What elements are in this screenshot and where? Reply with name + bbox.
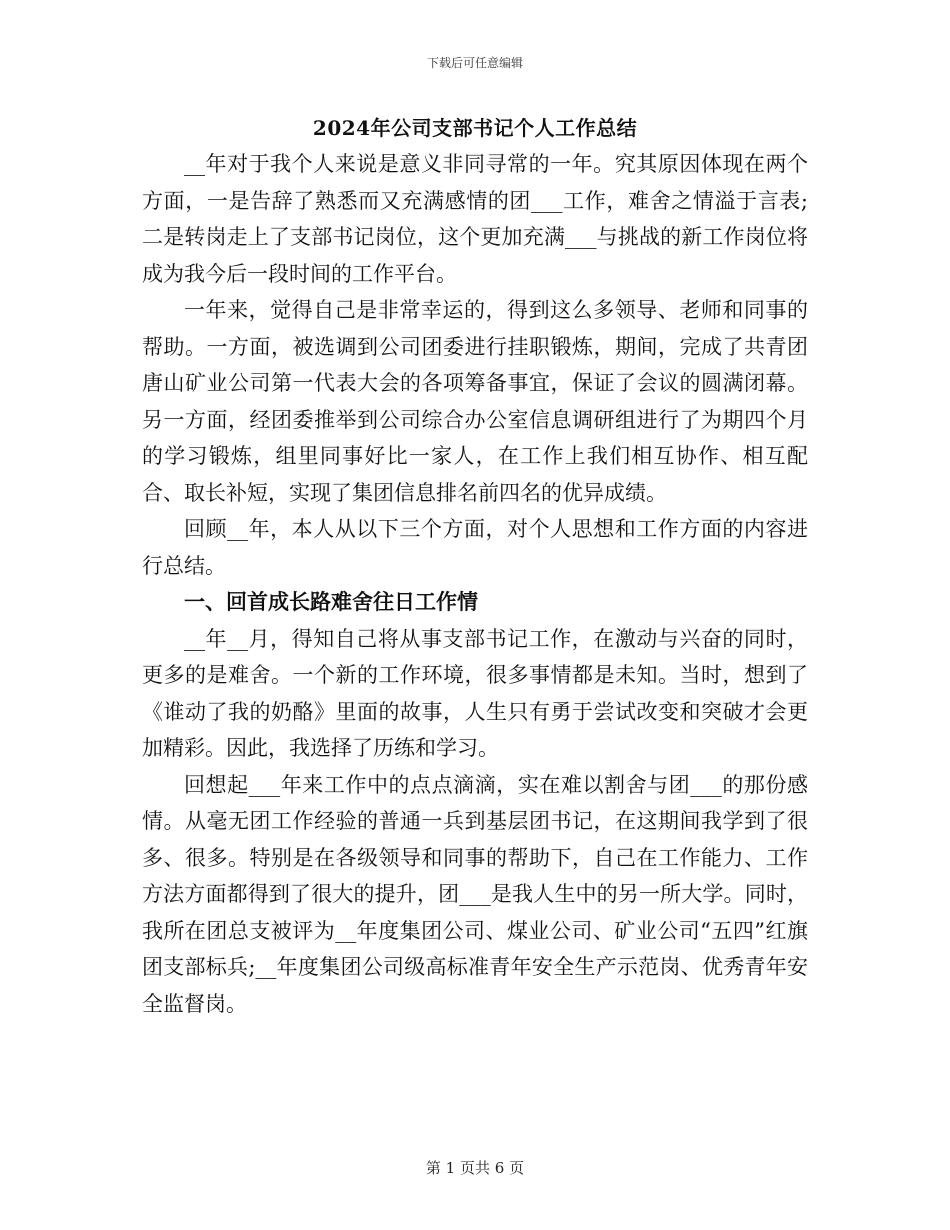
paragraph-section1-b: 回想起___年来工作中的点点滴滴，实在难以割舍与团___的那份感情。从毫无团工作经验的普通一兵到基层团书记，在这期间我学到了很多、很多。特别是在各级领导和同事的帮助下，自己在工作能力、工作方法方面都得到了很大的提升，团___是我人生中的另一所大学。同时，我所在团总支被评为__年度集团公司、煤业公司、矿业公司“五四”红旗团支部标兵;__年度集团公司级高标准青年安全生产示范岗、优秀青年安全监督岗。 bbox=[142, 772, 808, 1016]
paragraph-intro: __年对于我个人来说是意义非同寻常的一年。究其原因体现在两个方面，一是告辞了熟悉而又充满感情的团___工作，难舍之情溢于言表;二是转岗走上了支部书记岗位，这个更加充满___与挑战的新工作岗位将成为我今后一段时间的工作平台。 bbox=[142, 152, 808, 286]
document-title: 2024年公司支部书记个人工作总结 bbox=[312, 116, 638, 140]
document-body bbox=[142, 110, 808, 1022]
page-number: 第 1 页共 6 页 bbox=[425, 1159, 525, 1177]
paragraph-review: 回顾__年，本人从以下三个方面，对个人思想和工作方面的内容进行总结。 bbox=[142, 517, 808, 578]
paragraph-thanks: 一年来，觉得自己是非常幸运的，得到这么多领导、老师和同事的帮助。一方面，被选调到公司团委进行挂职锻炼，期间，完成了共青团唐山矿业公司第一代表大会的各项筹备事宜，保证了会议的圆满闭幕。另一方面，经团委推举到公司综合办公室信息调研组进行了为期四个月的学习锻炼，组里同事好比一家人，在工作上我们相互协作、相互配合、取长补短，实现了集团信息排名前四名的优异成绩。 bbox=[142, 298, 808, 505]
paragraph-section1-a: __年__月，得知自己将从事支部书记工作，在激动与兴奋的同时，更多的是难舍。一个新的工作环境，很多事情都是未知。当时，想到了《谁动了我的奶酪》里面的故事，人生只有勇于尝试改变和突破才会更加精彩。因此，我选择了历练和学习。 bbox=[142, 626, 808, 760]
section-heading-1: 一、回首成长路难舍往日工作情 bbox=[184, 589, 478, 614]
header-note: 下载后可任意编辑 bbox=[426, 56, 523, 70]
